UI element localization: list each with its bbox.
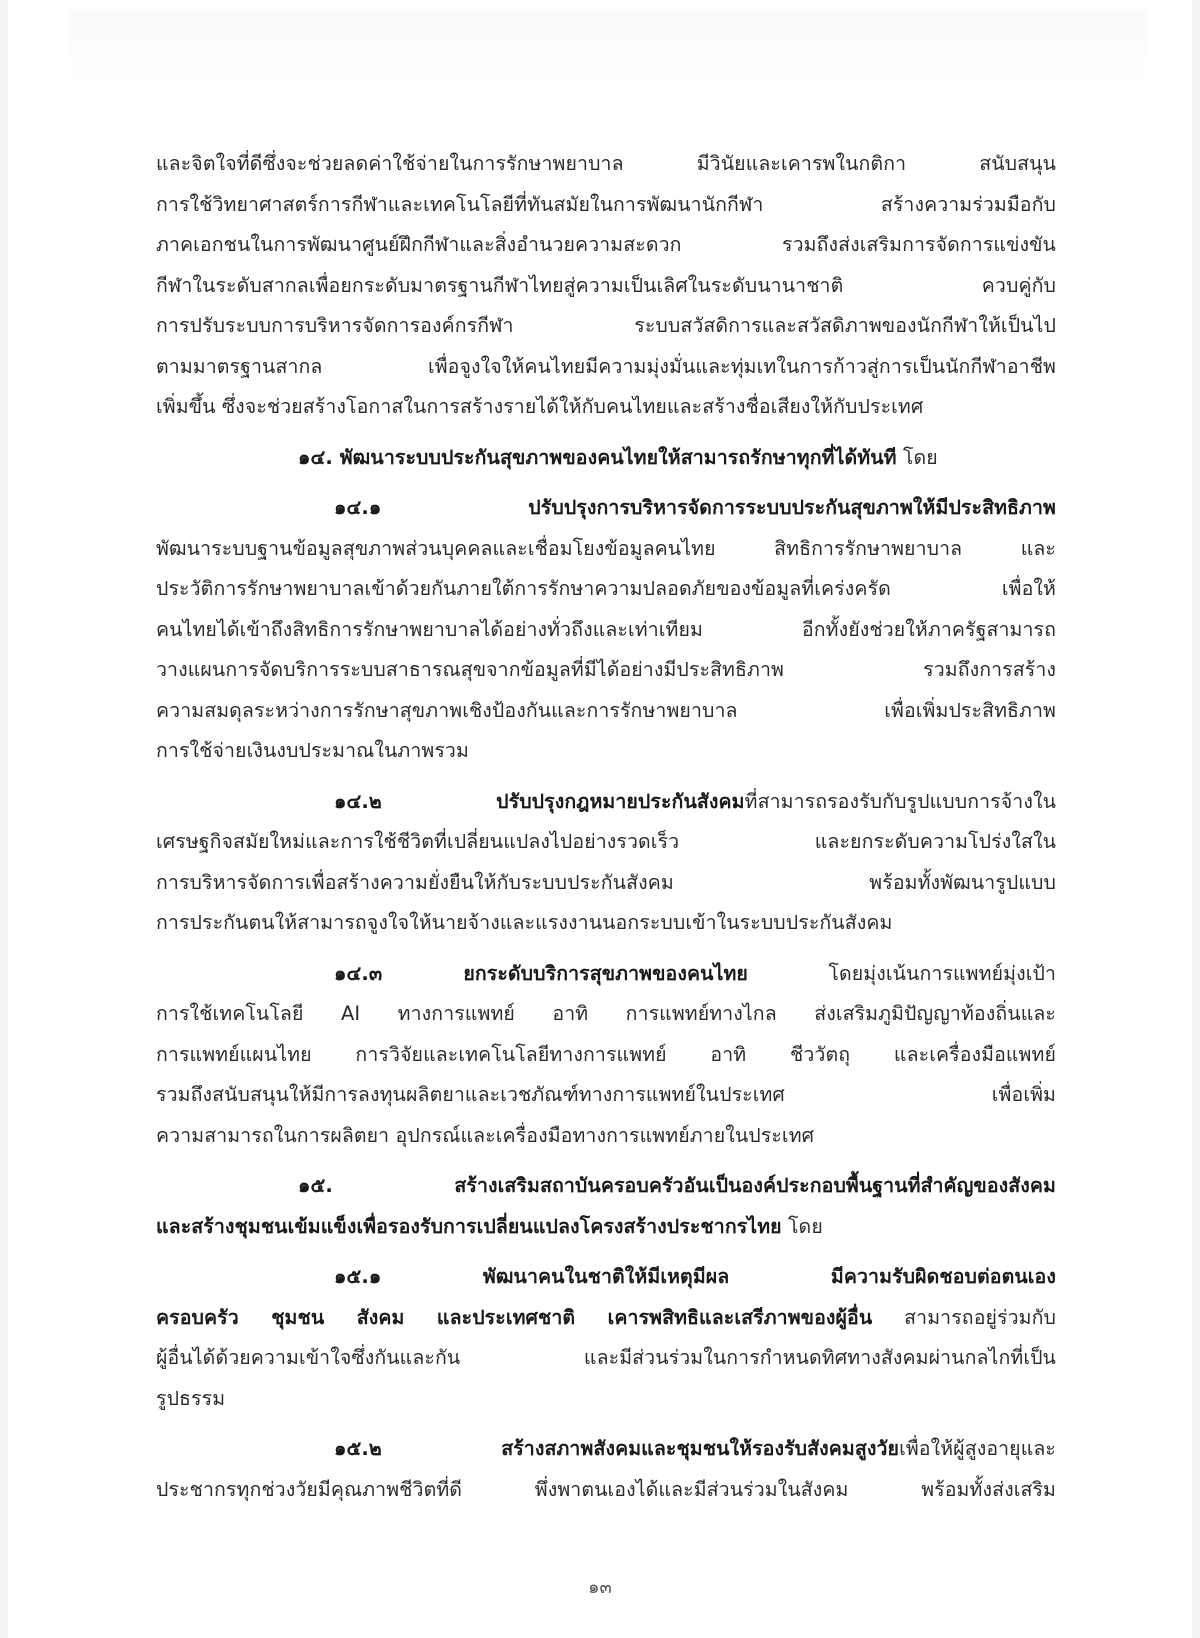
text-line: ภาคเอกชนในการพัฒนาศูนย์ฝึกกีฬาและสิ่งอำนวยความสะดวก รวมถึงส่งเสริมการจัดการแข่งขัน — [156, 233, 1056, 256]
item-14-2 — [156, 782, 1056, 944]
section-15-heading-line2 — [156, 1207, 1056, 1248]
item-15-1 — [156, 1257, 1056, 1419]
item-14-2-title-tail: ที่สามารถรองรับกับรูปแบบการจ้างใน — [744, 789, 1056, 813]
text-line: การแพทย์แผนไทย การวิจัยและเทคโนโลยีทางการแพทย์ อาทิ ชีววัตถุ และเครื่องมือแพทย์ — [156, 1042, 1056, 1066]
item-14-1 — [156, 488, 1056, 772]
section-15-heading — [156, 1166, 1056, 1247]
text-line: รวมถึงสนับสนุนให้มีการลงทุนผลิตยาและเวชภัณฑ์ทางการแพทย์ในประเทศ เพื่อเพิ่ม — [156, 1083, 1056, 1106]
section-14-heading — [156, 438, 1056, 479]
section-15-tail: โดย — [781, 1214, 823, 1238]
text-line: การบริหารจัดการเพื่อสร้างความยั่งยืนให้กับระบบประกันสังคม พร้อมทั้งพัฒนารูปแบบ — [156, 870, 1056, 894]
text-line: การใช้จ่ายเงินงบประมาณในภาพรวม — [156, 739, 469, 762]
section-15-title-2: และสร้างชุมชนเข้มแข็งเพื่อรองรับการเปลี่ยนแปลงโครงสร้างประชากรไทย — [156, 1214, 782, 1238]
item-15-2-title: ๑๕.๒ สร้างสภาพสังคมและชุมชนให้รองรับสังคมสูงวัย — [334, 1437, 900, 1460]
item-15-1-title-cont: ครอบครัว ชุมชน สังคม และประเทศชาติ เคารพสิทธิและเสรีภาพของผู้อื่น — [156, 1305, 873, 1329]
text-line: ความสมดุลระหว่างการรักษาสุขภาพเชิงป้องกันและการรักษาพยาบาล เพื่อเพิ่มประสิทธิภาพ — [156, 698, 1056, 722]
item-14-1-title: ๑๔.๑ ปรับปรุงการบริหารจัดการระบบประกันสุขภาพให้มีประสิทธิภาพ — [334, 496, 1056, 519]
text-line: วางแผนการจัดบริการระบบสาธารณสุขจากข้อมูลที่มีได้อย่างมีประสิทธิภาพ รวมถึงการสร้าง — [156, 658, 1056, 681]
item-14-3-title-line — [156, 954, 1056, 995]
text-line: การใช้เทคโนโลยี AI ทางการแพทย์ อาทิ การแพทย์ทางไกล ส่งเสริมภูมิปัญญาท้องถิ่นและ — [156, 1002, 1056, 1025]
item-14-2-title-line — [156, 782, 1056, 823]
item-15-2 — [156, 1429, 1056, 1510]
document-page — [8, 0, 1192, 1638]
bleed-through-shadow — [68, 10, 1148, 90]
item-15-1-title: ๑๕.๑ พัฒนาคนในชาติให้มีเหตุมีผล มีความรับผิดชอบต่อตนเอง — [334, 1265, 1056, 1288]
text-line: การประกันตนให้สามารถจูงใจให้นายจ้างและแรงงานนอกระบบเข้าในระบบประกันสังคม — [156, 911, 893, 934]
item-14-1-title-line — [156, 488, 1056, 529]
item-15-1-title-line — [156, 1257, 1056, 1298]
text-line: ผู้อื่นได้ด้วยความเข้าใจซึ่งกันและกัน และมีส่วนร่วมในการกำหนดทิศทางสังคมผ่านกลไกที่เป็น — [156, 1346, 1056, 1369]
item-15-2-title-tail: เพื่อให้ผู้สูงอายุและ — [899, 1437, 1056, 1460]
text-line: รูปธรรม — [156, 1386, 226, 1410]
text-line: การปรับระบบการบริหารจัดการองค์กรกีฬา ระบบสวัสดิการและสวัสดิภาพของนักกีฬาให้เป็นไป — [156, 314, 1056, 337]
text-line: กีฬาในระดับสากลเพื่อยกระดับมาตรฐานกีฬาไทยสู่ความเป็นเลิศในระดับนานาชาติ ควบคู่กับ — [156, 273, 1056, 297]
section-15-title-1: ๑๕. สร้างเสริมสถาบันครอบครัวอันเป็นองค์ประกอบพื้นฐานที่สำคัญของสังคม — [298, 1174, 1056, 1197]
document-body — [156, 144, 1056, 1510]
text-line: เพิ่มขึ้น ซึ่งจะช่วยสร้างโอกาสในการสร้างรายได้ให้กับคนไทยและสร้างชื่อเสียงให้กับประเทศ — [156, 395, 924, 418]
item-14-3-title-tail: โดยมุ่งเน้นการแพทย์มุ่งเป้า — [747, 961, 1056, 985]
section-15-heading-line1 — [156, 1166, 1056, 1207]
item-15-1-tail: สามารถอยู่ร่วมกับ — [872, 1305, 1056, 1329]
section-14-title: ๑๔. พัฒนาระบบประกันสุขภาพของคนไทยให้สามารถรักษาทุกที่ได้ทันที — [298, 445, 897, 469]
text-line: พัฒนาระบบฐานข้อมูลสุขภาพส่วนบุคคลและเชื่อมโยงข้อมูลคนไทย สิทธิการรักษาพยาบาล และ — [156, 536, 1056, 560]
text-line: ความสามารถในการผลิตยา อุปกรณ์และเครื่องมือทางการแพทย์ภายในประเทศ — [156, 1123, 815, 1147]
item-14-3 — [156, 954, 1056, 1157]
text-line: เศรษฐกิจสมัยใหม่และการใช้ชีวิตที่เปลี่ยนแปลงไปอย่างรวดเร็ว และยกระดับความโปร่งใสใน — [156, 830, 1056, 853]
intro-paragraph — [156, 144, 1056, 428]
item-14-2-title: ๑๔.๒ ปรับปรุงกฎหมายประกันสังคม — [334, 789, 745, 813]
item-15-2-title-line — [156, 1429, 1056, 1470]
section-14-tail: โดย — [896, 445, 938, 469]
item-15-1-line2 — [156, 1298, 1056, 1339]
text-line: การใช้วิทยาศาสตร์การกีฬาและเทคโนโลยีที่ทันสมัยในการพัฒนานักกีฬา สร้างความร่วมมือกับ — [156, 192, 1056, 216]
item-14-3-title: ๑๔.๓ ยกระดับบริการสุขภาพของคนไทย — [334, 961, 748, 985]
text-line: ตามมาตรฐานสากล เพื่อจูงใจให้คนไทยมีความมุ่งมั่นและทุ่มเทในการก้าวสู่การเป็นนักกีฬาอาชีพ — [156, 354, 1056, 378]
text-line: และจิตใจที่ดีซึ่งจะช่วยลดค่าใช้จ่ายในการรักษาพยาบาล มีวินัยและเคารพในกติกา สนับสนุน — [156, 152, 1056, 175]
text-line: คนไทยได้เข้าถึงสิทธิการรักษาพยาบาลได้อย่างทั่วถึงและเท่าเทียม อีกทั้งยังช่วยให้ภาครัฐสามารถ — [156, 617, 1056, 641]
text-line: ประวัติการรักษาพยาบาลเข้าด้วยกันภายใต้การรักษาความปลอดภัยของข้อมูลที่เคร่งครัด เพื่อให้ — [156, 577, 1056, 600]
page-number: ๑๓ — [588, 1577, 612, 1598]
text-line: ประชากรทุกช่วงวัยมีคุณภาพชีวิตที่ดี พึ่งพาตนเองได้และมีส่วนร่วมในสังคม พร้อมทั้งส่งเสริม — [156, 1477, 1056, 1501]
